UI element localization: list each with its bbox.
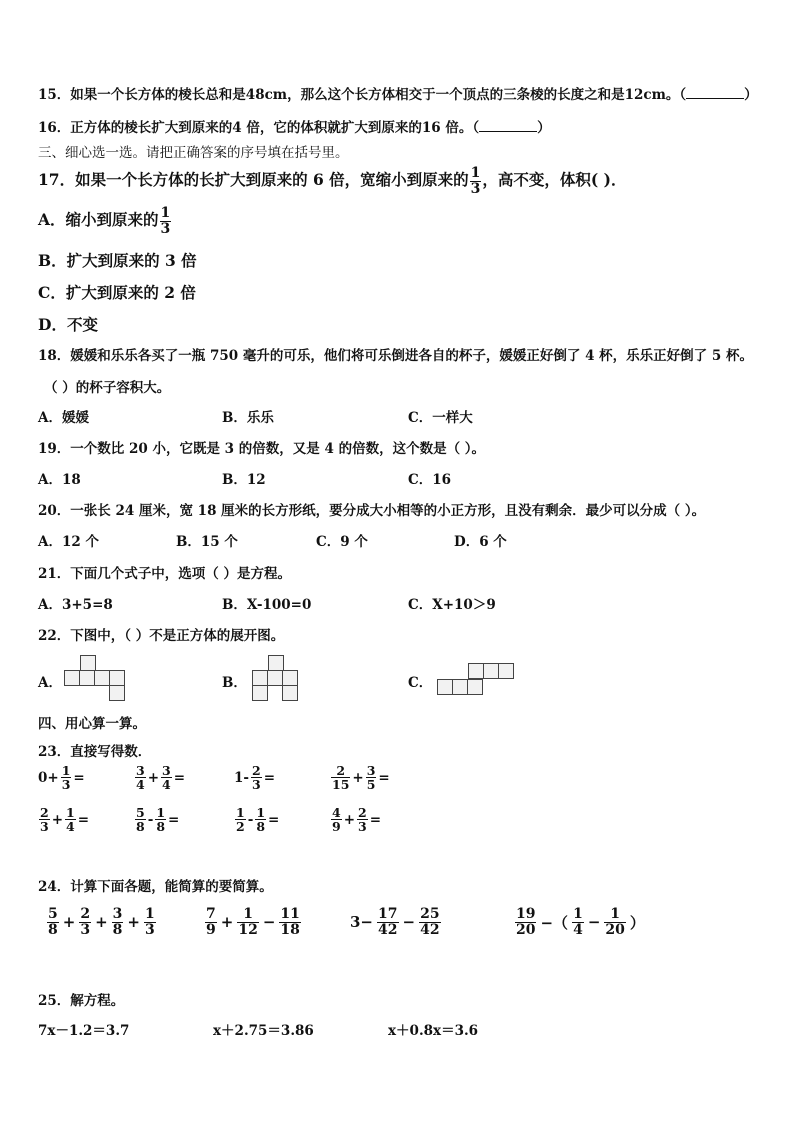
fraction [237,907,258,937]
denominator: 42 [420,921,440,938]
question-18: 18．媛媛和乐乐各买了一瓶 750 毫升的可乐，他们将可乐倒进各自的杯子，媛媛正好倒了 4 杯，乐乐正好倒了 5 杯。 [38,348,753,364]
question-number: 16． [38,120,71,136]
equals-sign: = [168,811,180,828]
question-19: 19．一个数比 20 小，它既是 3 的倍数，又是 4 的倍数，这个数是（ ）。 [38,441,486,457]
operator: + [127,913,140,932]
mental-math-item[interactable] [330,764,390,791]
mental-math-item[interactable] [134,806,179,833]
numerator: 4 [332,805,341,820]
denominator: 2 [236,819,245,835]
fraction [572,907,584,937]
question-24: 24．计算下面各题，能简算的要简算。 [38,879,273,895]
calculation-expression[interactable] [350,907,442,937]
fraction [112,907,124,937]
option-a[interactable]: A．3+5=8 [38,597,113,613]
operator: + [95,913,108,932]
fraction [47,907,59,937]
question-23: 23．直接写得数． [38,744,152,760]
numerator: 1 [573,906,583,922]
option-b[interactable]: B．15 个 [176,534,238,550]
operator: + [220,913,234,932]
numerator: 7 [206,906,216,922]
answer-blank[interactable] [479,119,537,132]
operator: - [147,811,154,828]
fraction [419,907,440,937]
operator: 0+ [38,769,59,786]
option-c[interactable]: C．9 个 [316,534,368,550]
denominator: 3 [358,819,367,835]
question-18-line2: （ ）的杯子容积大。 [44,380,171,396]
mental-math-item[interactable] [134,764,185,791]
option-d[interactable]: D．不变 [38,315,98,334]
mental-math-item[interactable] [38,806,89,833]
equation-2[interactable]: x＋2.75＝3.86 [213,1023,314,1039]
operator: ） [629,913,645,932]
question-20: 20．一张长 24 厘米，宽 18 厘米的长方形纸，要分成大小相等的小正方形，且没有剩余．最少可以分成（ ）。 [38,503,706,519]
denominator: 5 [366,777,376,793]
operator: 1- [234,769,249,786]
mental-math-item[interactable] [234,764,275,791]
option-c[interactable]: C．扩大到原来的 2 倍 [38,283,196,302]
mental-math-item[interactable] [38,764,85,791]
denominator: 4 [66,819,75,835]
denominator: 42 [378,921,398,938]
calculation-expression[interactable] [46,907,157,937]
equals-sign: = [369,811,382,828]
question-text: 如果一个长方体的棱长总和是48cm，那么这个长方体相交于一个顶点的三条棱的长度之和是12cm。（ [70,87,687,103]
question-21: 21．下面几个式子中，选项（ ）是方程。 [38,566,291,582]
calculation-expression[interactable] [514,907,645,937]
question-25: 25．解方程。 [38,993,125,1009]
question-15: 15．如果一个长方体的棱长总和是48cm，那么这个长方体相交于一个顶点的三条棱的长度之和是12cm。（ ） [38,87,758,103]
operator: − [402,913,416,932]
denominator: 9 [332,819,341,835]
denominator: 3 [144,921,155,938]
fraction [144,907,156,937]
fraction [255,806,266,833]
numerator: 1 [256,805,266,820]
equals-sign: = [378,769,390,786]
fraction [65,806,76,833]
numerator: 2 [80,906,91,922]
denominator: 8 [48,921,58,938]
mental-math-item[interactable] [234,806,279,833]
equals-sign: = [77,811,90,828]
operator: + [147,769,160,786]
operator: − [587,913,601,932]
fraction [251,764,262,791]
operator: + [352,769,364,786]
denominator: 3 [40,819,49,835]
fraction [135,806,146,833]
numerator: 1 [61,763,71,778]
answer-blank[interactable] [686,86,744,99]
numerator: 2 [336,763,346,778]
fraction [357,806,368,833]
numerator: 1 [66,805,75,820]
numerator: 1 [156,805,166,820]
numerator: 3 [112,906,123,922]
option-c[interactable]: C．X+10＞9 [408,597,496,613]
numerator: 5 [136,805,145,820]
operator: 3− [350,913,374,932]
mental-math-item[interactable] [330,806,381,833]
denominator: 3 [61,777,71,793]
numerator: 1 [243,906,253,922]
option-d[interactable]: D．6 个 [454,534,507,550]
denominator: 15 [332,777,350,793]
operator: + [51,811,64,828]
denominator: 8 [136,819,145,835]
operator: − [262,913,276,932]
numerator: 1 [236,805,245,820]
equals-sign: = [73,769,85,786]
numerator: 17 [378,906,398,922]
option-c[interactable]: C．16 [408,472,452,488]
option-a[interactable]: A．缩小到原来的 $\frac{1}{3}$ [38,205,171,237]
option-b[interactable]: B． [222,675,247,691]
section-heading-3: 三、细心选一选。请把正确答案的序号填在括号里。 [38,145,349,161]
option-a[interactable]: A．媛媛 [38,410,89,426]
denominator: 8 [112,921,123,938]
numerator: 11 [280,906,300,922]
denominator: 20 [516,921,536,938]
numerator: 3 [162,763,171,778]
section-heading-4: 四、用心算一算。 [38,716,146,732]
option-b[interactable]: B．扩大到原来的 3 倍 [38,251,197,270]
question-22: 22．下图中，（ ）不是正方体的展开图。 [38,628,285,644]
numerator: 25 [420,906,440,922]
option-b[interactable]: B．乐乐 [222,410,274,426]
numerator: 2 [252,763,261,778]
option-b[interactable]: B．X-100=0 [222,597,312,613]
fraction [205,907,217,937]
fraction [604,907,625,937]
numerator: 2 [358,805,367,820]
denominator: 4 [162,777,171,793]
fraction [279,907,300,937]
fraction: $\frac{1}{3}$ [470,165,481,197]
numerator: 3 [136,763,145,778]
fraction [235,806,246,833]
option-c[interactable]: C．一样大 [408,410,473,426]
option-a[interactable]: A．12 个 [38,534,99,550]
operator: −（ [540,913,569,932]
numerator: 1 [144,906,155,922]
equals-sign: = [173,769,186,786]
denominator: 3 [80,921,91,938]
denominator: 9 [206,921,216,938]
denominator: 8 [156,819,166,835]
operator: - [247,811,254,828]
equals-sign: = [263,769,276,786]
equation-3[interactable]: x＋0.8x＝3.6 [388,1023,479,1039]
equals-sign: = [268,811,280,828]
option-a[interactable]: A．18 [38,472,81,488]
operator: + [343,811,356,828]
denominator: 3 [252,777,261,793]
denominator: 4 [573,921,583,938]
question-text: 正方体的棱长扩大到原来的4 倍，它的体积就扩大到原来的16 倍。（ [70,120,480,136]
denominator: 4 [136,777,145,793]
fraction [366,764,377,791]
fraction [79,907,91,937]
numerator: 2 [40,805,49,820]
operator: + [62,913,76,932]
fraction [161,764,172,791]
fraction [155,806,166,833]
denominator: 8 [256,819,266,835]
option-c[interactable]: C． [408,675,433,691]
calculation-expression[interactable] [204,907,302,937]
question-16: 16．正方体的棱长扩大到原来的4 倍，它的体积就扩大到原来的16 倍。（ ） [38,120,551,136]
equation-1[interactable]: 7x－1.2＝3.7 [38,1023,130,1039]
numerator: 19 [516,906,536,922]
fraction [61,764,72,791]
denominator: 20 [605,921,625,938]
numerator: 5 [48,906,58,922]
fraction [515,907,536,937]
fraction [135,764,146,791]
denominator: 18 [280,921,300,938]
question-number: 15． [38,87,71,103]
option-b[interactable]: B．12 [222,472,266,488]
question-17: 17．如果一个长方体的长扩大到原来的 6 倍，宽缩小到原来的 $\frac{1}{3}$ ，高不变，体积( )． [38,165,627,197]
numerator: 3 [366,763,376,778]
fraction [331,764,350,791]
fraction: $\frac{1}{3}$ [160,205,171,237]
fraction [331,806,342,833]
denominator: 12 [238,921,258,938]
fraction [39,806,50,833]
numerator: 1 [610,906,620,922]
option-a[interactable]: A． [38,675,62,691]
fraction [377,907,398,937]
